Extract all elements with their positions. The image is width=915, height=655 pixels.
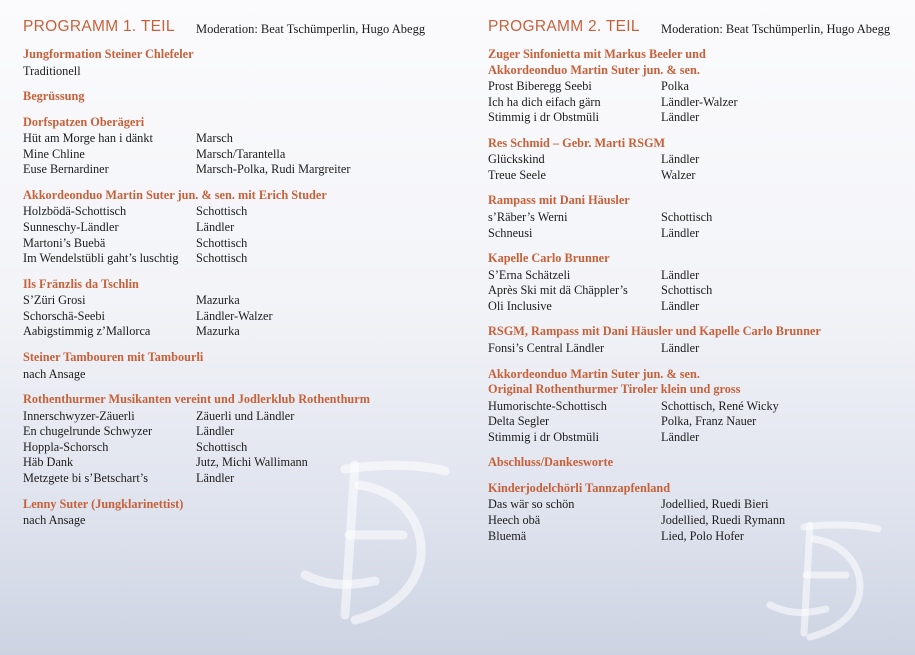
section-title <box>23 350 453 366</box>
program-section <box>488 193 908 241</box>
piece-name: Innerschwyzer-Zäuerli <box>23 408 135 423</box>
program-item <box>23 409 453 425</box>
section-title-line: Akkordeonduo Martin Suter jun. & sen. mit Erich Studer <box>23 187 327 202</box>
program-item <box>488 152 908 168</box>
piece-name: En chugelrunde Schwyzer <box>23 424 153 439</box>
section-title <box>488 251 908 267</box>
piece-name: Humorischte-Schottisch <box>488 398 607 413</box>
section-title <box>488 47 908 78</box>
program-item <box>488 283 908 299</box>
piece-type: Schottisch, René Wicky <box>661 398 779 413</box>
piece-type: Ländler <box>661 298 700 313</box>
piece-name: Schneusi <box>488 225 533 240</box>
piece-type: Schottisch <box>661 209 713 224</box>
piece-name: Bluemä <box>488 528 527 543</box>
piece-name: Häb Dank <box>23 455 74 470</box>
piece-type: Marsch/Tarantella <box>196 146 286 161</box>
section-title <box>23 89 453 105</box>
piece-type: Mazurka <box>196 324 240 339</box>
section-title-line: Rampass mit Dani Häusler <box>488 193 630 208</box>
piece-name: Delta Segler <box>488 414 550 429</box>
program-item <box>488 110 908 126</box>
piece-name: Mine Chline <box>23 146 85 161</box>
piece-name: Metzgete bi s’Betschart’s <box>23 471 148 485</box>
section-title-line: Akkordeonduo Martin Suter jun. & sen. <box>488 366 700 381</box>
piece-name: Après Ski mit dä Chäppler’s <box>488 283 628 298</box>
section-note: nach Ansage <box>23 366 86 381</box>
part-1-moderation: Moderation: Beat Tschümperlin, Hugo Abegg <box>196 22 426 36</box>
program-item <box>488 399 908 415</box>
program-item <box>488 226 908 242</box>
program-section <box>488 481 908 544</box>
section-title-line: Dorfspatzen Oberägeri <box>23 114 145 129</box>
piece-type: Schottisch <box>196 235 248 250</box>
piece-name: Oli Inclusive <box>488 298 552 313</box>
piece-name: Holzbödä-Schottisch <box>23 204 127 219</box>
piece-type: Ländler <box>661 225 700 240</box>
part-1-title: PROGRAMM 1. TEIL <box>23 18 175 35</box>
section-title-line: Jungformation Steiner Chlefeler <box>23 47 194 61</box>
program-item <box>488 95 908 111</box>
piece-type: Mazurka <box>196 293 240 308</box>
piece-type: Ländler <box>661 267 700 282</box>
part-2-moderation: Moderation: Beat Tschümperlin, Hugo Abegg <box>661 22 891 36</box>
section-title <box>488 481 908 497</box>
section-title <box>23 188 453 204</box>
program-section <box>23 115 453 178</box>
section-title <box>488 455 908 471</box>
program-section <box>23 497 453 529</box>
section-title-line: Lenny Suter (Jungklarinettist) <box>23 496 184 511</box>
section-title-line: Akkordeonduo Martin Suter jun. & sen. <box>488 62 700 77</box>
piece-type: Schottisch <box>196 251 248 266</box>
piece-name: Hüt am Morge han i dänkt <box>23 131 153 146</box>
program-item <box>488 497 908 513</box>
section-title <box>488 193 908 209</box>
program-item <box>23 147 453 163</box>
program-section <box>488 136 908 184</box>
program-item <box>488 341 908 357</box>
program-item <box>23 236 453 252</box>
program-section <box>23 350 453 382</box>
program-item <box>23 440 453 456</box>
piece-name: Treue Seele <box>488 167 546 182</box>
piece-type: Ländler <box>661 340 700 355</box>
section-title-line: Ils Fränzlis da Tschlin <box>23 276 139 291</box>
piece-type: Polka, Franz Nauer <box>661 414 757 429</box>
piece-type: Ländler <box>196 471 235 485</box>
piece-name: S’Züri Grosi <box>23 293 86 308</box>
part-1-sections <box>23 47 453 529</box>
section-title <box>23 497 453 513</box>
program-section <box>23 188 453 267</box>
program-item <box>488 168 908 184</box>
part-1-header <box>23 18 453 44</box>
section-title-line: Original Rothenthurmer Tiroler klein und gross <box>488 382 741 397</box>
program-item <box>23 220 453 236</box>
piece-type: Ländler <box>196 219 235 234</box>
section-title <box>488 324 908 340</box>
piece-name: S’Erna Schätzeli <box>488 267 571 282</box>
piece-type: Ländler <box>661 152 700 167</box>
piece-type: Jutz, Michi Wallimann <box>196 455 308 470</box>
section-note: Traditionell <box>23 63 81 78</box>
program-section <box>488 47 908 126</box>
piece-name: Prost Biberegg Seebi <box>488 79 592 93</box>
program-item <box>488 299 908 315</box>
section-title-line: Rothenthurmer Musikanten vereint und Jodlerklub Rothenthurm <box>23 392 370 407</box>
piece-type: Ländler <box>661 110 700 125</box>
program-item <box>23 293 453 309</box>
program-part-2 <box>488 18 908 554</box>
piece-name: Schorschä-Seebi <box>23 308 105 323</box>
piece-name: s’Räber’s Werni <box>488 209 568 224</box>
piece-name: Martoni’s Buebä <box>23 235 106 250</box>
piece-type: Polka <box>661 79 690 93</box>
program-item <box>488 430 908 446</box>
piece-name: Im Wendelstübli gaht’s luschtig <box>23 251 179 266</box>
section-title-line: Kinderjodelchörli Tannzapfenland <box>488 480 671 495</box>
section-title-line: Res Schmid – Gebr. Marti RSGM <box>488 135 666 150</box>
part-2-title: PROGRAMM 2. TEIL <box>488 18 640 35</box>
section-note: nach Ansage <box>23 513 86 528</box>
piece-name: Sunneschy-Ländler <box>23 219 119 234</box>
piece-name: Ich ha dich eifach gärn <box>488 94 601 109</box>
program-item <box>23 424 453 440</box>
program-part-1 <box>23 18 453 539</box>
program-item <box>488 210 908 226</box>
piece-type: Ländler <box>661 429 700 444</box>
section-title <box>23 47 453 63</box>
piece-type: Schottisch <box>196 439 248 454</box>
section-title-line: Kapelle Carlo Brunner <box>488 251 610 266</box>
program-item <box>488 529 908 545</box>
program-section <box>488 324 908 356</box>
program-item <box>488 414 908 430</box>
piece-name: Euse Bernardiner <box>23 162 109 177</box>
piece-name: Hoppla-Schorsch <box>23 439 109 454</box>
piece-type: Walzer <box>661 167 696 182</box>
program-section <box>23 277 453 340</box>
piece-type: Jodellied, Ruedi Bieri <box>661 497 769 512</box>
program-section <box>488 251 908 314</box>
section-title-line: Zuger Sinfonietta mit Markus Beeler und <box>488 47 706 61</box>
section-title-line: RSGM, Rampass mit Dani Häusler und Kapelle Carlo Brunner <box>488 324 821 339</box>
program-item <box>488 268 908 284</box>
piece-type: Schottisch <box>196 204 248 219</box>
piece-name: Das wär so schön <box>488 497 575 512</box>
program-item <box>23 471 453 487</box>
piece-type: Marsch <box>196 131 233 146</box>
program-item <box>23 455 453 471</box>
program-section <box>23 89 453 105</box>
section-title-line: Begrüssung <box>23 89 85 104</box>
program-item <box>23 251 453 267</box>
piece-type: Lied, Polo Hofer <box>661 528 744 543</box>
section-title <box>488 136 908 152</box>
piece-type: Schottisch <box>661 283 713 298</box>
piece-name: Glückskind <box>488 152 545 167</box>
program-item <box>488 513 908 529</box>
program-item <box>23 131 453 147</box>
program-section <box>23 392 453 486</box>
piece-type: Ländler-Walzer <box>661 94 738 109</box>
piece-name: Fonsi’s Central Ländler <box>488 340 605 355</box>
piece-name: Stimmig i dr Obstmüli <box>488 429 600 444</box>
part-2-header <box>488 18 908 44</box>
program-item <box>23 309 453 325</box>
program-item <box>23 204 453 220</box>
piece-name: Heech obä <box>488 512 541 527</box>
section-title-line: Abschluss/Dankesworte <box>488 455 614 470</box>
section-title <box>488 367 908 398</box>
section-title <box>23 392 453 408</box>
piece-name: Stimmig i dr Obstmüli <box>488 110 600 125</box>
section-title-line: Steiner Tambouren mit Tambourli <box>23 350 204 365</box>
piece-name: Aabigstimmig z’Mallorca <box>23 324 151 339</box>
piece-type: Jodellied, Ruedi Rymann <box>661 512 786 527</box>
piece-type: Ländler-Walzer <box>196 308 273 323</box>
program-item <box>488 79 908 95</box>
piece-type: Ländler <box>196 424 235 439</box>
program-item <box>23 162 453 178</box>
program-section <box>488 455 908 471</box>
section-title <box>23 115 453 131</box>
section-title <box>23 277 453 293</box>
part-2-sections <box>488 47 908 544</box>
piece-type: Zäuerli und Ländler <box>196 408 295 423</box>
program-section <box>488 367 908 446</box>
program-section <box>23 47 453 79</box>
program-item <box>23 324 453 340</box>
piece-type: Marsch-Polka, Rudi Margreiter <box>196 162 351 177</box>
